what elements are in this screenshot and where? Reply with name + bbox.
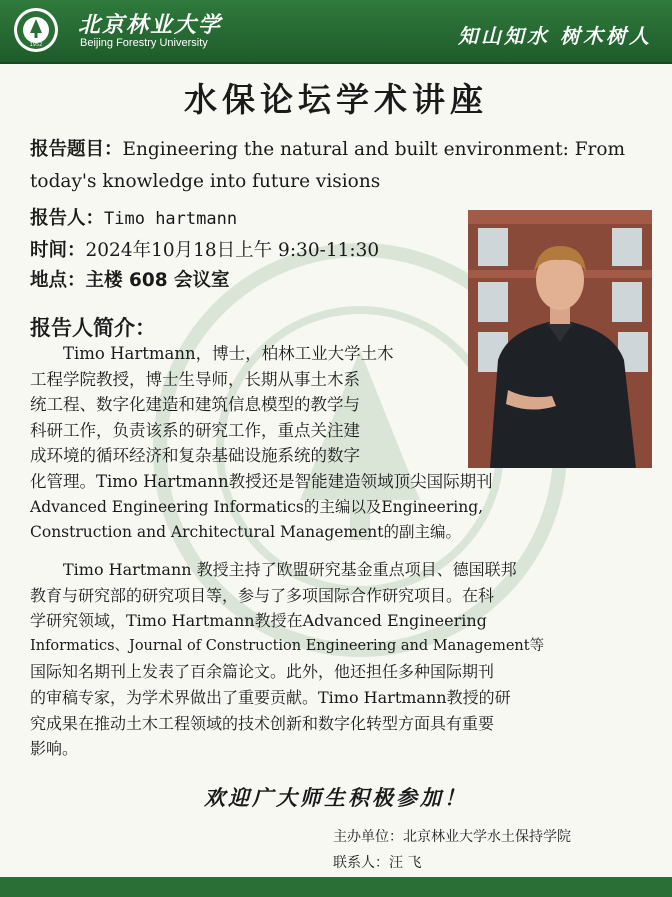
bio-p2-line: 究成果在推动土木工程领域的技术创新和数字化转型方面具有重要 — [30, 713, 495, 733]
bio-p2-line: Informatics、Journal of Construction Engineering and Management等 — [30, 637, 545, 654]
university-logo — [12, 6, 60, 54]
topic-line-1 — [30, 135, 625, 161]
bio-heading: 报告人简介： — [30, 316, 156, 340]
topic-label: 报告题目： — [30, 139, 123, 160]
place-label: 地点： — [30, 270, 86, 291]
header-banner — [0, 0, 672, 64]
time-label: 时间： — [30, 240, 86, 261]
contact-person: 联系人：汪 飞 — [333, 855, 422, 871]
university-name-en: Beijing Forestry University — [80, 37, 208, 49]
logo-year: 1952 — [29, 42, 43, 48]
place-value: 主楼 608 会议室 — [85, 270, 230, 291]
bio-p2-line: 教育与研究部的研究项目等，参与了多项国际合作研究项目。在科 — [30, 585, 495, 605]
speaker-photo — [468, 210, 652, 468]
topic-line-2: today's knowledge into future visions — [30, 171, 381, 192]
university-motto: 知山知水 树木树人 — [458, 24, 652, 48]
bio-p1-line: 统工程、数字化建造和建筑信息模型的教学与 — [30, 395, 360, 415]
bio-p2-line: Timo Hartmann 教授主持了欧盟研究基金重点项目、德国联邦 — [63, 560, 517, 579]
bio-paragraph-1 — [30, 341, 493, 546]
speaker-label: 报告人： — [30, 208, 105, 229]
bio-p1-line: 科研工作，负责该系的研究工作，重点关注建 — [30, 420, 360, 440]
bio-p2-line: 学研究领域，Timo Hartmann教授在Advanced Engineering — [30, 611, 487, 631]
host-organization: 主办单位：北京林业大学水土保持学院 — [333, 829, 571, 845]
speaker-name: Timo hartmann — [104, 209, 238, 229]
bio-p2-line: 影响。 — [30, 739, 79, 759]
welcome-message: 欢迎广大师生积极参加！ — [204, 786, 468, 810]
bio-p1-line: Construction and Architectural Management的副主编。 — [30, 523, 461, 542]
bio-p1-line: 成环境的循环经济和复杂基础设施系统的数字 — [30, 446, 360, 466]
page-title: 水保论坛学术讲座 — [184, 80, 488, 119]
bio-p1-line: 工程学院教授，博士生导师，长期从事土木系 — [30, 369, 360, 389]
footer-bar — [0, 877, 672, 897]
time-line — [30, 236, 379, 262]
time-value: 2024年10月18日上午 9:30-11:30 — [85, 240, 380, 261]
bio-p1-line: Advanced Engineering Informatics的主编以及Engineering, — [30, 497, 484, 516]
place-line — [30, 266, 230, 292]
university-name-cn: 北京林业大学 — [78, 13, 223, 38]
topic-text-1: Engineering the natural and built environment: From — [122, 139, 626, 160]
bio-p2-line: 国际知名期刊上发表了百余篇论文。此外，他还担任多种国际期刊 — [30, 662, 495, 682]
bio-p1-line: 化管理。Timo Hartmann教授还是智能建造领域顶尖国际期刊 — [30, 471, 493, 491]
bio-paragraph-2 — [30, 557, 544, 762]
bio-p2-line: 的审稿专家，为学术界做出了重要贡献。Timo Hartmann教授的研 — [30, 687, 511, 707]
bio-p1-line: Timo Hartmann，博士，柏林工业大学土木 — [63, 344, 394, 363]
speaker-line — [30, 204, 237, 230]
